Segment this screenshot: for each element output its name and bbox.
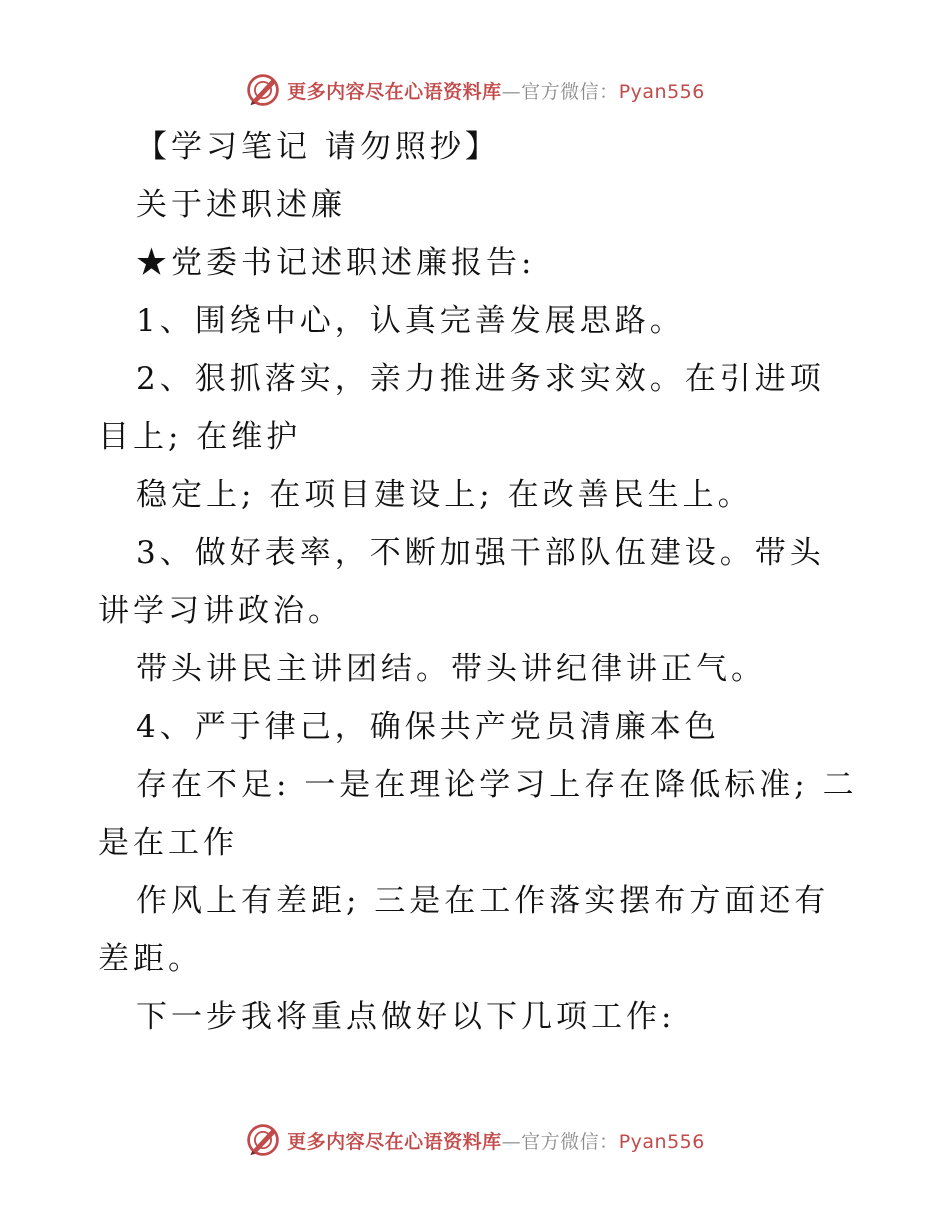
- paragraph: 下一步我将重点做好以下几项工作:: [136, 999, 676, 1035]
- paragraph: 作风上有差距; 三是在工作落实摆布方面还有差距。: [98, 883, 830, 977]
- paragraph: 稳定上; 在项目建设上; 在改善民生上。: [136, 477, 753, 513]
- watermark-text: [287, 1127, 705, 1154]
- pen-logo-icon: [245, 72, 281, 108]
- header-watermark: [0, 70, 950, 110]
- watermark-label: 官方微信：: [521, 80, 619, 103]
- watermark-dash: —: [501, 80, 522, 103]
- paragraph: 4、严于律己，确保共产党员清廉本色: [136, 709, 720, 745]
- watermark-site: 更多内容尽在心语资料库: [287, 1130, 502, 1153]
- report-title: ★党委书记述职述廉报告:: [136, 245, 536, 281]
- watermark-text: [287, 77, 705, 104]
- paragraph: 带头讲民主讲团结。带头讲纪律讲正气。: [136, 651, 766, 687]
- footer-watermark: [0, 1120, 950, 1160]
- topic-title: 关于述职述廉: [136, 187, 346, 223]
- watermark-dash: —: [501, 1130, 522, 1153]
- paragraph: 2、狠抓落实，亲力推进务求实效。在引进项目上; 在维护: [98, 361, 825, 455]
- pen-logo-icon: [245, 1122, 281, 1158]
- paragraph: 存在不足: 一是在理论学习上存在降低标准; 二是在工作: [98, 767, 858, 861]
- watermark-handle: Pyan556: [618, 1130, 705, 1153]
- watermark-handle: Pyan556: [618, 80, 705, 103]
- document-body: [98, 118, 858, 1046]
- note-heading: 【学习笔记 请勿照抄】: [136, 129, 500, 165]
- paragraph: 3、做好表率，不断加强干部队伍建设。带头讲学习讲政治。: [98, 535, 825, 629]
- paragraph: 1、围绕中心，认真完善发展思路。: [136, 303, 685, 339]
- watermark-label: 官方微信：: [521, 1130, 619, 1153]
- watermark-site: 更多内容尽在心语资料库: [287, 80, 502, 103]
